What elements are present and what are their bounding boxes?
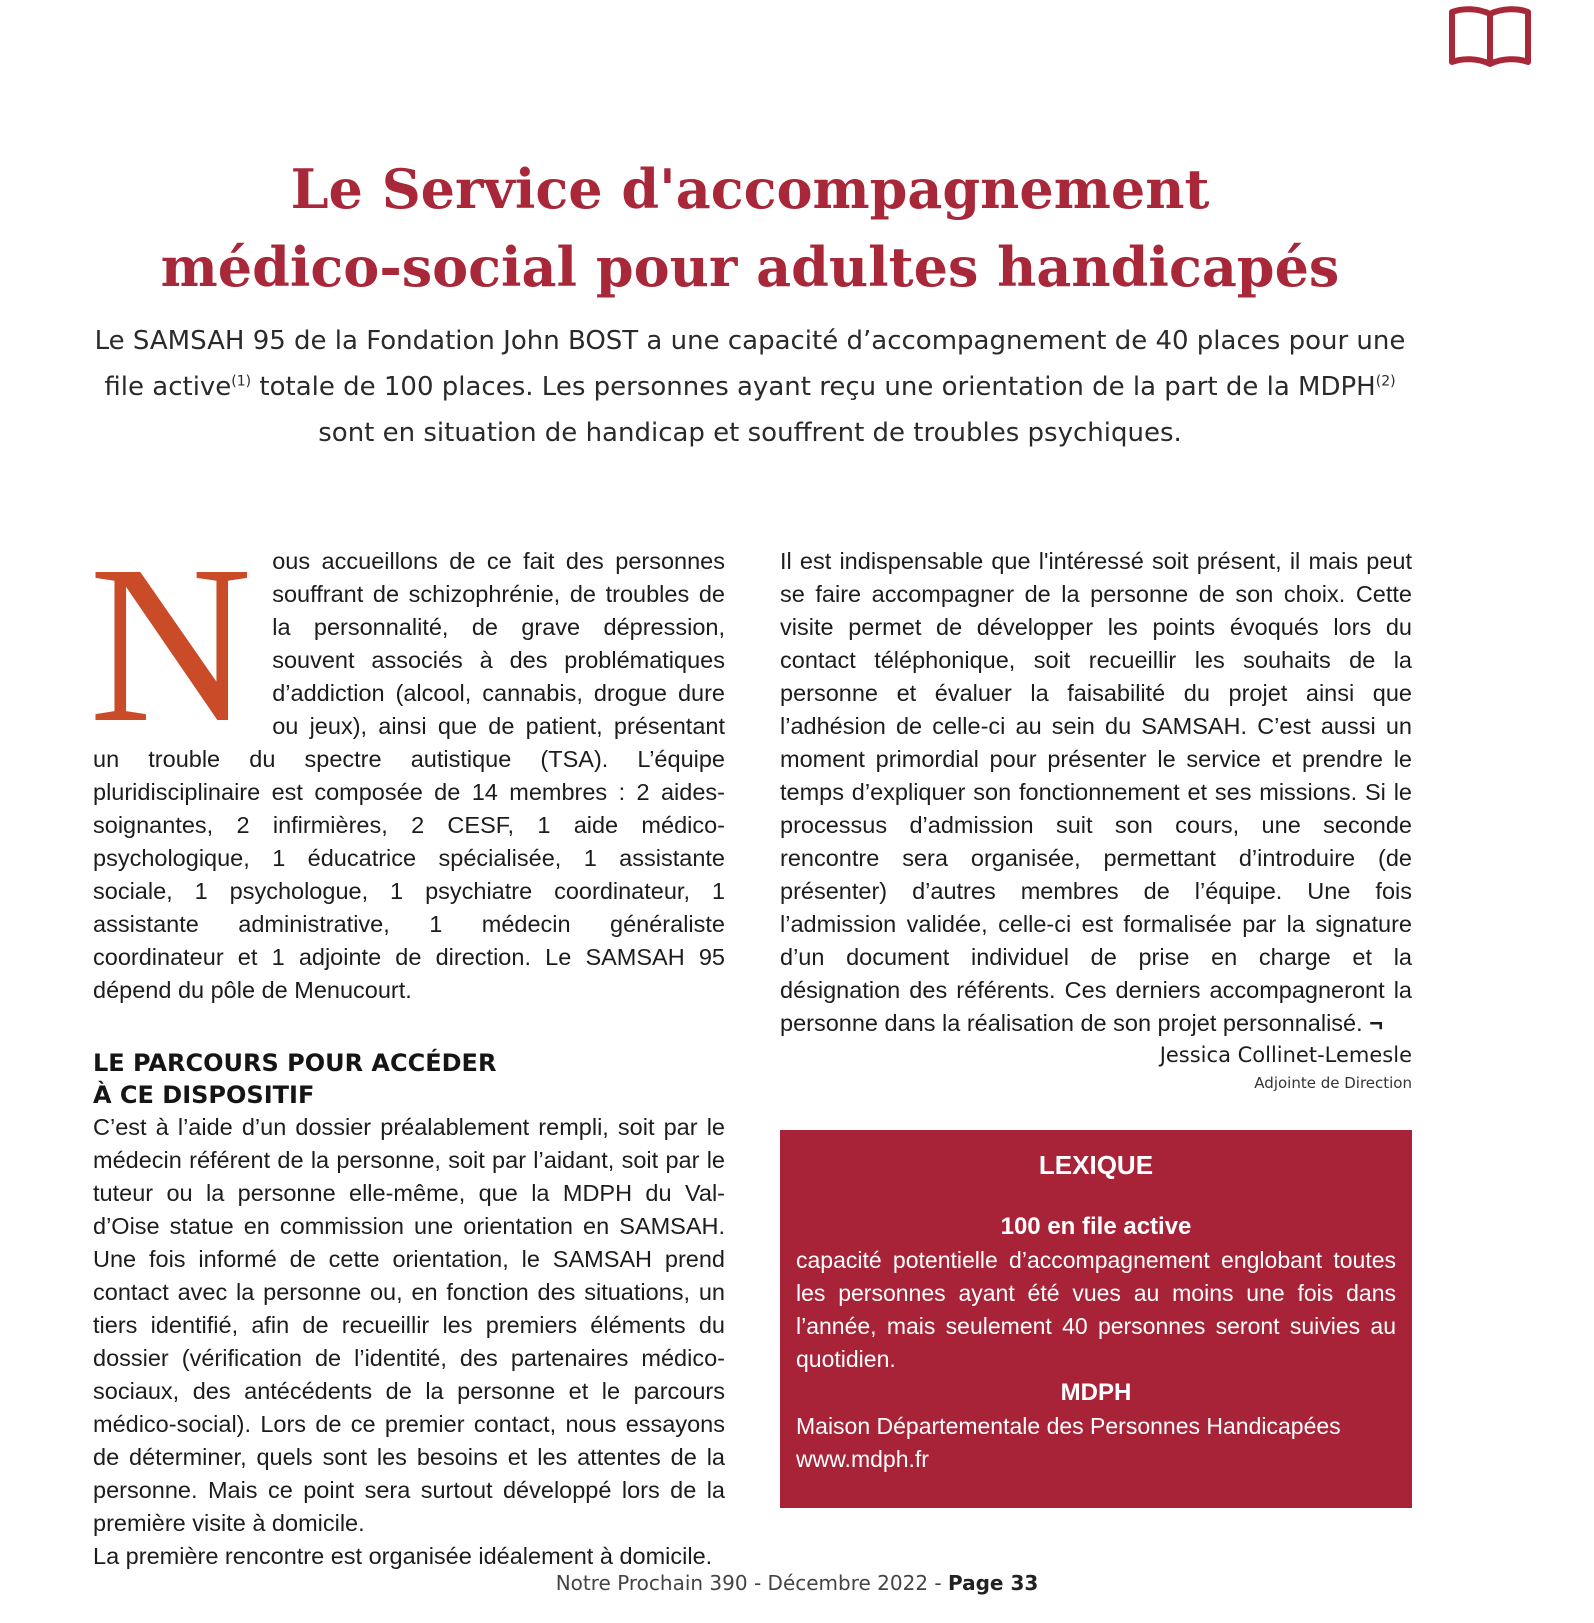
lexique-box [780,1130,1412,1508]
title-line-2: médico-social pour adultes handicapés [160,235,1340,299]
lexique-definition-file-active: capacité potentielle d’accompagnement englobant toutes les personnes ayant été vues au moins une fois dans l’année, mais seulement 40 personnes seront suivies au quotidien. [796,1247,1396,1372]
mdph-website-link[interactable]: www.mdph.fr [796,1446,929,1472]
intro-paragraph [80,318,1420,456]
article-column-right [780,545,1412,1096]
footnote-ref-1: (1) [231,373,252,390]
book-icon [1446,4,1534,68]
title-line-1: Le Service d'accompagnement [290,157,1210,221]
drop-cap: N [89,519,253,769]
article-column-left [89,519,725,1573]
end-mark: ¬ [1369,1010,1383,1036]
section-heading-line-2: À CE DISPOSITIF [93,1081,315,1109]
article-paragraph-4-text: Il est indispensable que l'intéressé soit présent, il mais peut se faire accompagner de la personne de son choix. Cette visite permet de développer les points évoqués lors du contact téléphonique, soit recueillir les souhaits de la personne et évaluer la faisabilité du projet ainsi que l’adhésion de celle-ci au sein du SAMSAH. C’est aussi un moment primordial pour présenter le service et prendre le temps d’expliquer son fonctionnement et ses missions. Si le processus d’admission suit son cours, une seconde rencontre sera organisée, permettant d’introduire (de présenter) d’autres membres de l’équipe. Une fois l’admission validée, celle-ci est formalisée par la signature d’un document individuel de prise en charge et la désignation des référents. Ces derniers accompagneront la personne dans la réalisation de son projet personnalisé. [780,548,1412,1036]
article-paragraph-2: C’est à l’aide d’un dossier préalablement rempli, soit par le médecin référent de la personne, soit par l’aidant, soit par le tuteur ou la personne elle-même, que la MDPH du Val-d’Oise statue en commission une orientation en SAMSAH. Une fois informé de cette orientation, le SAMSAH prend contact avec la personne ou, en fonction des situations, un tiers identifié, afin de recueillir les premiers éléments du dossier (vérification de l’identité, des partenaires médico-sociaux, des antécédents de la personne et le parcours médico-social). Lors de ce premier contact, nous essayons de déterminer, quels sont les besoins et les attentes de la personne. Mais ce point sera surtout développé lors de la première visite à domicile. [93,1114,725,1536]
article-paragraph-1: ous accueillons de ce fait des personnes souffrant de schizophrénie, de troubles de la personnalité, de grave dépression, souvent associés à des problématiques d’addiction (alcool, cannabis, drogue dure ou jeux), ainsi que de patient, présentant un trouble du spectre autistique (TSA). L’équipe pluridisciplinaire est composée de 14 membres : 2 aides-soignantes, 2 infirmières, 2 CESF, 1 aide médico-psychologique, 1 éducatrice spécialisée, 1 assistante sociale, 1 psychologue, 1 psychiatre coordinateur, 1 assistante administrative, 1 médecin généraliste coordinateur et 1 adjointe de direction. Le SAMSAH 95 dépend du pôle de Menucourt. [93,548,725,1003]
lexique-definition-mdph: Maison Départementale des Personnes Handicapées [796,1413,1341,1439]
author-role: Adjointe de Direction [1254,1074,1412,1092]
author-name: Jessica Collinet-Lemesle [1159,1043,1412,1067]
article-paragraph-4 [780,545,1412,1040]
footer-publication: Notre Prochain 390 - Décembre 2022 - [555,1571,948,1595]
section-heading-line-1: LE PARCOURS POUR ACCÉDER [93,1049,497,1077]
footnote-ref-2: (2) [1375,373,1396,390]
page-footer [0,1568,1594,1598]
section-heading [93,1047,725,1111]
intro-text-3: sont en situation de handicap et souffrent de troubles psychiques. [318,418,1182,448]
intro-text-2: totale de 100 places. Les personnes ayant reçu une orientation de la part de la MDPH [251,372,1376,402]
article-title [100,150,1400,306]
lexique-term-mdph: MDPH [1060,1379,1132,1406]
page-number: Page 33 [948,1571,1039,1595]
lexique-title: LEXIQUE [1038,1150,1154,1180]
lexique-term-file-active: 100 en file active [1000,1213,1192,1240]
intro-text-1: Le SAMSAH 95 de la Fondation John BOST a une capacité d’accompagnement de 40 places pour une file active [94,326,1406,402]
article-paragraph-3: La première rencontre est organisée idéalement à domicile. [93,1543,713,1569]
